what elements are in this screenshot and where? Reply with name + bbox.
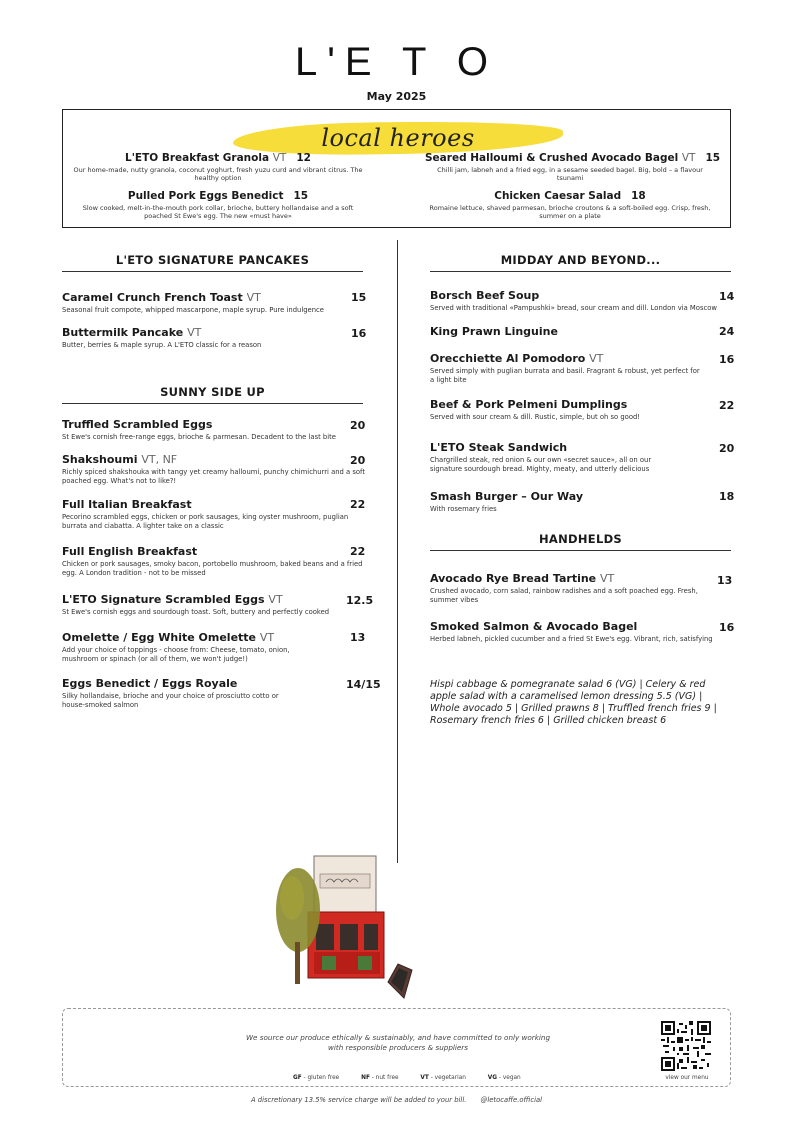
item-name: Avocado Rye Bread Tartine [430, 572, 597, 585]
item-description: Chargrilled steak, red onion & our own «secret sauce», all on our signature sourdough bread. Mighty, meaty, and utterly delicious [430, 456, 652, 473]
menu-item [62, 677, 372, 709]
item-price: 15 [293, 190, 309, 202]
item-price: 14 [719, 290, 735, 303]
legend-item: VG - vegan [487, 1075, 521, 1081]
item-price: 20 [719, 442, 735, 455]
social-handle[interactable]: @letocaffe.official [480, 1096, 543, 1104]
item-description: Chicken or pork sausages, smoky bacon, portobello mushroom, baked beans and a fried egg. A London tradition - not to be missed [62, 560, 363, 577]
item-name: L'ETO Steak Sandwich [430, 441, 568, 454]
section-rule [430, 550, 731, 551]
column-divider [397, 240, 398, 863]
menu-item [430, 572, 710, 604]
sides-list: Hispi cabbage & pomegranate salad 6 (VG) | Celery & red apple salad with a caramelised lemon dressing 5.5 (VG) | Whole avocado 5 | Grilled prawns 8 | Truffled french fries 9 | Rosemary french fries 6 | Grilled chicken breast 6 [430, 679, 717, 726]
item-description: St Ewe's cornish eggs and sourdough toast. Soft, buttery and perfectly cooked [62, 608, 330, 616]
item-description: Served with sour cream & dill. Rustic, simple, but oh so good! [430, 413, 641, 421]
item-price: 13 [350, 631, 366, 644]
sourcing-note: We source our produce ethically & sustainably, and have committed to only working with responsible producers & suppliers [245, 1033, 551, 1052]
item-description: Richly spiced shakshouka with tangy yet creamy halloumi, punchy chimichurri and a soft poached egg. What's not to like?! [62, 468, 365, 485]
diet-tag: VT [599, 572, 615, 585]
legend-item: GF - gluten free [293, 1075, 340, 1081]
item-name: Truffled Scrambled Eggs [62, 418, 213, 431]
menu-item [62, 453, 372, 485]
item-name: Eggs Benedict / Eggs Royale [62, 677, 238, 690]
item-name: Orecchiette Al Pomodoro [430, 352, 586, 365]
item-name: Full Italian Breakfast [62, 498, 192, 511]
service-charge-line [0, 1096, 793, 1104]
restaurant-logo: L'E T O [295, 40, 498, 84]
item-price: 22 [350, 498, 366, 511]
item-description: Served simply with puglian burrata and basil. Fragrant & robust, yet perfect for a light bite [430, 367, 700, 384]
menu-item [430, 398, 720, 422]
hero-item [73, 152, 363, 182]
diet-tag: VT [187, 326, 202, 339]
item-name: Buttermilk Pancake [62, 326, 184, 339]
qr-caption: view our menu [665, 1075, 709, 1081]
item-price: 22 [719, 399, 735, 412]
item-name: Smoked Salmon & Avocado Bagel [430, 620, 638, 633]
dietary-legend [293, 1075, 541, 1081]
menu-item [62, 593, 372, 617]
footer-panel [62, 1008, 731, 1087]
hero-item [73, 190, 363, 220]
item-price: 16 [351, 327, 367, 340]
legend-item: VT - vegetarian [420, 1075, 466, 1081]
item-price: 14/15 [346, 678, 381, 691]
diet-tag: VT [246, 291, 261, 304]
diet-tag: VT [681, 152, 696, 164]
menu-item [430, 352, 700, 384]
diet-tag: VT [589, 352, 604, 365]
item-description: Pecorino scrambled eggs, chicken or pork sausages, king oyster mushroom, puglian burrata and ciabatta. A lighter take on a classic [62, 513, 349, 530]
menu-item [62, 631, 372, 663]
section-rule [62, 403, 363, 404]
item-name: Borsch Beef Soup [430, 289, 540, 302]
section-rule [430, 271, 731, 272]
item-name: Omelette / Egg White Omelette [62, 631, 257, 644]
local-heroes-box [62, 109, 731, 228]
menu-item [430, 620, 720, 644]
item-description: Served with traditional «Pampushki» bread, sour cream and dill. London via Moscow [430, 304, 717, 312]
item-name: Smash Burger – Our Way [430, 490, 584, 503]
item-name: Seared Halloumi & Crushed Avocado Bagel [425, 152, 679, 164]
legend-item: NF - nut free [361, 1075, 399, 1081]
cafe-storefront-illustration [270, 852, 420, 1002]
item-price: 22 [350, 545, 366, 558]
menu-item [62, 418, 372, 442]
item-name: L'ETO Breakfast Granola [125, 152, 270, 164]
item-name: Chicken Caesar Salad [494, 190, 622, 202]
diet-tag: VT [272, 152, 287, 164]
item-description: Crushed avocado, corn salad, rainbow radishes and a soft poached egg. Fresh, summer vibes [430, 587, 698, 604]
item-description: Butter, berries & maple syrup. A L'ETO classic for a reason [62, 341, 262, 349]
item-name: L'ETO Signature Scrambled Eggs [62, 593, 265, 606]
item-price: 15 [705, 152, 721, 164]
local-heroes-title: local heroes [321, 124, 475, 152]
item-description: Herbed labneh, pickled cucumber and a fried St Ewe's egg. Vibrant, rich, satisfying [430, 635, 713, 643]
item-price: 15 [351, 291, 367, 304]
item-price: 16 [719, 621, 735, 634]
item-price: 20 [350, 419, 366, 432]
section-rule [62, 271, 363, 272]
hero-item [425, 152, 721, 182]
item-description: Seasonal fruit compote, whipped mascarpone, maple syrup. Pure indulgence [62, 306, 324, 314]
section-title-pancakes: L'ETO SIGNATURE PANCAKES [115, 253, 310, 267]
item-price: 12.5 [346, 594, 374, 607]
menu-item [430, 325, 720, 338]
diet-tag: VT, NF [141, 453, 178, 466]
menu-item [62, 291, 372, 315]
item-name: Beef & Pork Pelmeni Dumplings [430, 398, 628, 411]
menu-item [62, 498, 372, 530]
menu-item [430, 289, 720, 313]
item-name: King Prawn Linguine [430, 325, 558, 338]
menu-item [62, 326, 372, 350]
section-title-sunny-side-up: SUNNY SIDE UP [160, 385, 265, 399]
item-name: Caramel Crunch French Toast [62, 291, 243, 304]
item-price: 18 [719, 490, 735, 503]
menu-item [430, 441, 680, 473]
item-description: Slow cooked, melt-in-the-mouth pork collar, brioche, buttery hollandaise and a soft poached St Ewe's egg. The new «must have» [82, 204, 354, 220]
item-description: Romaine lettuce, shaved parmesan, brioche croutons & a soft-boiled egg. Crisp, fresh, summer on a plate [429, 204, 711, 220]
diet-tag: VT [268, 593, 283, 606]
service-charge-note: A discretionary 13.5% service charge will be added to your bill. [250, 1096, 467, 1104]
item-price: 13 [717, 574, 733, 587]
diet-tag: VT [259, 631, 275, 644]
item-price: 12 [296, 152, 311, 164]
section-title-handhelds: HANDHELDS [538, 532, 623, 546]
item-price: 24 [719, 325, 735, 338]
item-name: Full English Breakfast [62, 545, 198, 558]
item-description: St Ewe's cornish free-range eggs, brioche & parmesan. Decadent to the last bite [62, 433, 336, 441]
menu-item [62, 545, 372, 577]
menu-date: May 2025 [366, 90, 427, 103]
item-price: 16 [719, 353, 735, 366]
item-description: With rosemary fries [430, 505, 497, 513]
item-description: Add your choice of toppings - choose from: Cheese, tomato, onion, mushroom or spinach (or all of them, we won't judge!) [62, 646, 290, 663]
item-description: Silky hollandaise, brioche and your choice of prosciutto cotto or house-smoked salmon [62, 692, 279, 709]
item-description: Our home-made, nutty granola, coconut yoghurt, fresh yuzu curd and vibrant citrus. The healthy option [73, 166, 363, 182]
section-title-midday: MIDDAY AND BEYOND... [500, 253, 661, 267]
qr-code-icon[interactable] [661, 1021, 711, 1071]
item-name: Pulled Pork Eggs Benedict [127, 190, 284, 202]
hero-item [425, 190, 715, 220]
item-description: Chilli jam, labneh and a fried egg, in a sesame seeded bagel. Big, bold – a flavour tsunami [437, 166, 703, 182]
menu-item [430, 490, 720, 514]
item-price: 20 [350, 454, 366, 467]
item-price: 18 [631, 190, 646, 202]
item-name: Shakshoumi [62, 453, 138, 466]
